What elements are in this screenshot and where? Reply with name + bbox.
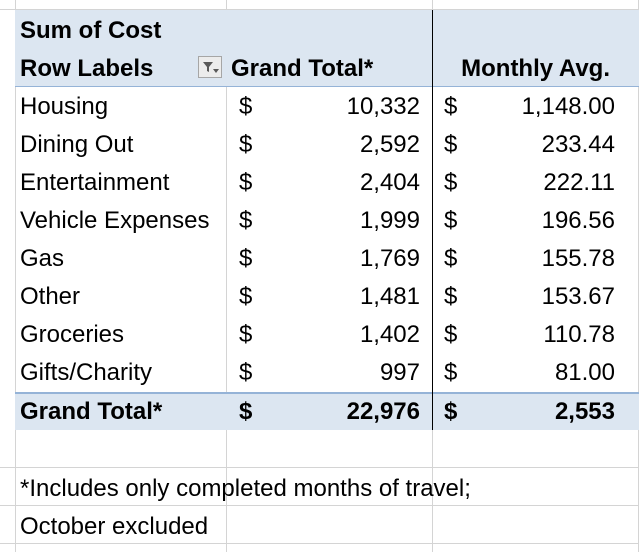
filter-dropdown-icon (199, 57, 221, 77)
row-label[interactable]: Gifts/Charity (20, 359, 153, 386)
currency-symbol: $ (239, 321, 253, 348)
column-separator (432, 10, 433, 430)
currency-symbol: $ (444, 131, 458, 158)
monthly-avg-cell[interactable]: 233.44 (541, 131, 615, 158)
grand-total-cell[interactable]: 2,592 (359, 131, 420, 158)
currency-symbol: $ (239, 93, 253, 120)
currency-symbol: $ (444, 169, 458, 196)
monthly-avg-total-value[interactable]: 2,553 (554, 398, 615, 425)
grand-total-label[interactable]: Grand Total* (20, 398, 163, 425)
monthly-avg-cell[interactable]: 222.11 (543, 169, 615, 196)
currency-symbol: $ (444, 93, 458, 120)
monthly-avg-cell[interactable]: 110.78 (543, 321, 615, 348)
pivot-table (15, 10, 639, 430)
monthly-avg-cell[interactable]: 1,148.00 (521, 93, 615, 120)
monthly-avg-column-header[interactable]: Monthly Avg. (461, 55, 610, 82)
filter-dropdown-button[interactable] (198, 56, 222, 78)
currency-symbol: $ (239, 131, 253, 158)
row-labels-header[interactable]: Row Labels (20, 55, 154, 82)
footnote-line-2[interactable]: October excluded (20, 513, 209, 540)
grand-total-value[interactable]: 22,976 (346, 398, 420, 425)
grand-total-cell[interactable]: 1,769 (359, 245, 420, 272)
currency-symbol: $ (239, 207, 253, 234)
grand-total-cell[interactable]: 1,999 (359, 207, 420, 234)
monthly-avg-total-currency: $ (444, 398, 458, 425)
row-label[interactable]: Gas (20, 245, 65, 272)
grand-total-cell[interactable]: 1,481 (359, 283, 420, 310)
row-label[interactable]: Vehicle Expenses (20, 207, 210, 234)
row-label[interactable]: Dining Out (20, 131, 134, 158)
footnote-line-1[interactable]: *Includes only completed months of travel; (20, 475, 471, 502)
gridline (0, 467, 639, 468)
grand-total-currency: $ (239, 398, 253, 425)
currency-symbol: $ (444, 321, 458, 348)
currency-symbol: $ (444, 359, 458, 386)
grand-total-cell[interactable]: 2,404 (359, 169, 420, 196)
pivot-title[interactable]: Sum of Cost (20, 17, 162, 44)
currency-symbol: $ (239, 283, 253, 310)
monthly-avg-cell[interactable]: 153.67 (541, 283, 615, 310)
grand-total-cell[interactable]: 1,402 (359, 321, 420, 348)
currency-symbol: $ (444, 245, 458, 272)
row-label[interactable]: Other (20, 283, 81, 310)
monthly-avg-cell[interactable]: 196.56 (541, 207, 615, 234)
monthly-avg-cell[interactable]: 81.00 (554, 359, 615, 386)
currency-symbol: $ (444, 283, 458, 310)
monthly-avg-cell[interactable]: 155.78 (541, 245, 615, 272)
grand-total-cell[interactable]: 10,332 (346, 93, 420, 120)
row-label[interactable]: Entertainment (20, 169, 170, 196)
grand-total-column-header[interactable]: Grand Total* (231, 55, 374, 82)
grand-total-cell[interactable]: 997 (379, 359, 420, 386)
currency-symbol: $ (239, 169, 253, 196)
row-label[interactable]: Housing (20, 93, 109, 120)
currency-symbol: $ (239, 245, 253, 272)
currency-symbol: $ (444, 207, 458, 234)
currency-symbol: $ (239, 359, 253, 386)
row-label[interactable]: Groceries (20, 321, 125, 348)
